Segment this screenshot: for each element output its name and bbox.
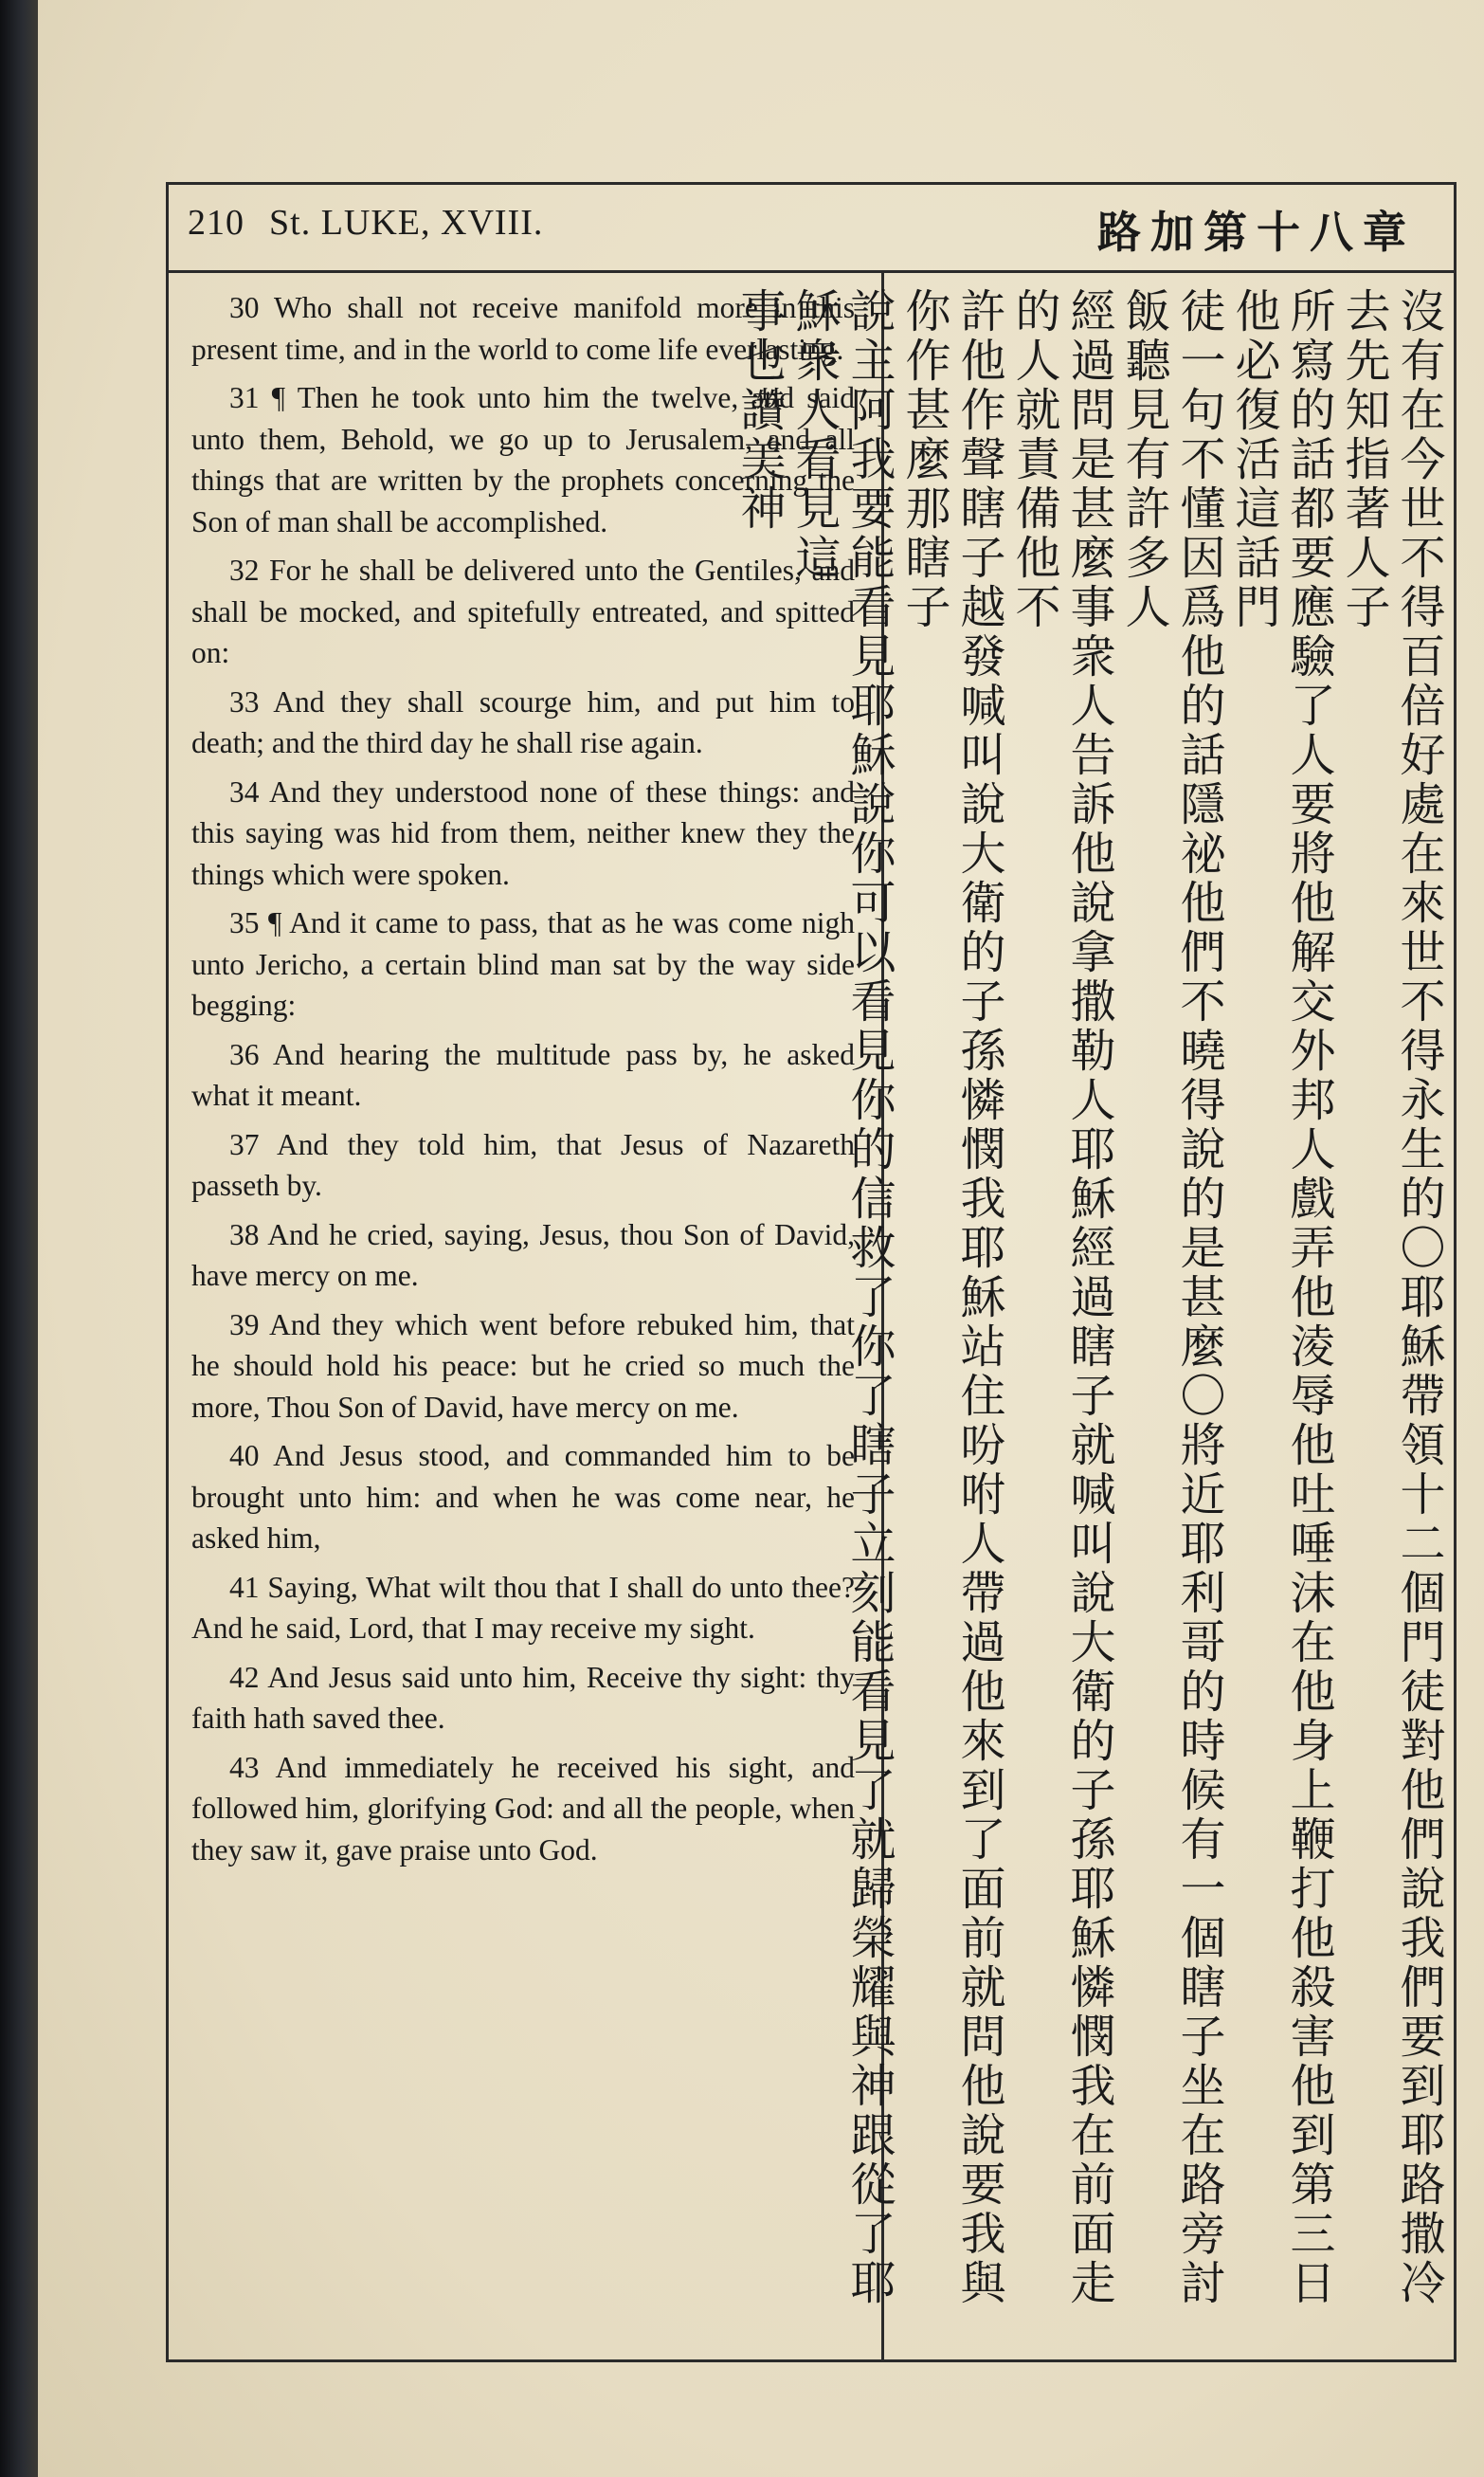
verse-34: 34 And they understood none of these things: and this saying was hid from them, neither knew they the things which were spoken. xyxy=(191,774,855,891)
verse-41: 41 Saying, What wilt thou that I shall do unto thee? And he said, Lord, that I may receive my sight. xyxy=(191,1570,855,1645)
book-page xyxy=(38,0,1484,2477)
verse-33: 33 And they shall scourge him, and put him to death; and the third day he shall rise again. xyxy=(191,684,855,759)
chinese-title: 路加第十八章 xyxy=(1097,207,1416,258)
verse-42: 42 And Jesus said unto him, Receive thy sight: thy faith hath saved thee. xyxy=(191,1660,855,1735)
running-head-english xyxy=(188,202,543,244)
verse-39: 39 And they which went before rebuked him, that he should hold his peace: but he cried so much the more, Thou Son of David, have mercy on me. xyxy=(191,1307,855,1424)
page-header xyxy=(169,185,1454,273)
verse-38: 38 And he cried, saying, Jesus, thou Son of David, have mercy on me. xyxy=(191,1217,855,1292)
chinese-column-1: 沒有在今世不得百倍好處在來世不得永生的〇耶穌帶領十二個門徒對他們說我們要到耶路撒冷去先知指著人子 xyxy=(1337,287,1445,2308)
verse-31: 31 ¶ Then he took unto him the twelve, and said unto them, Behold, we go up to Jerusalem, and all things that are written by the prophets concerning the Son of man shall be accomplished. xyxy=(191,381,855,538)
english-title: St. LUKE, XVIII. xyxy=(269,203,544,243)
chinese-column-4: 經過問是甚麼事衆人告訴他說拿撒勒人耶穌經過瞎子就喊叫說大衛的子孫耶穌憐憫我在前面走的人就責備他不 xyxy=(1007,287,1115,2308)
verse-43: 43 And immediately he received his sight, and followed him, glorifying God: and all the people, when they saw it, gave praise unto God. xyxy=(191,1750,855,1867)
verse-37: 37 And they told him, that Jesus of Nazareth passeth by. xyxy=(191,1127,855,1202)
verse-30: 30 Who shall not receive manifold more in this present time, and in the world to come life everlasting. xyxy=(191,291,855,366)
verse-32: 32 For he shall be delivered unto the Gentiles, and shall be mocked, and spitefully entreated, and spitted on: xyxy=(191,554,855,669)
verse-40: 40 And Jesus stood, and commanded him to be brought unto him: and when he was come near, he asked him, xyxy=(191,1439,855,1555)
chinese-column-5: 許他作聲瞎子越發喊叫說大衛的子孫憐憫我耶穌站住吩咐人帶過他來到了面前就問他說要我與你作甚麼那瞎子 xyxy=(897,287,1005,2308)
chinese-column-3: 徒一句不懂因爲他的話隱祕他們不曉得說的是甚麼〇將近耶利哥的時候有一個瞎子坐在路旁討飯聽見有許多人 xyxy=(1117,287,1225,2308)
verse-36: 36 And hearing the multitude pass by, he asked what it meant. xyxy=(191,1037,855,1112)
chinese-column-7: 事也讚美神 xyxy=(733,287,786,534)
text-frame xyxy=(166,182,1457,2362)
chinese-column-2: 所寫的話都要應驗了人要將他解交外邦人戲弄他淩辱他吐唾沫在他身上鞭打他殺害他到第三日他必復活這話門 xyxy=(1227,287,1335,2308)
book-spine xyxy=(0,0,38,2477)
verse-35: 35 ¶ And it came to pass, that as he was come nigh unto Jericho, a certain blind man sat by the way side begging: xyxy=(191,906,855,1022)
chinese-text-columns xyxy=(733,287,1446,2344)
chinese-column-6: 說主阿我要能看見耶穌說你可以看見你的信救了你了瞎子立刻能看見了就歸榮耀與神跟從了耶穌衆人看見這 xyxy=(787,287,896,2308)
page-number: 210 xyxy=(188,203,244,243)
